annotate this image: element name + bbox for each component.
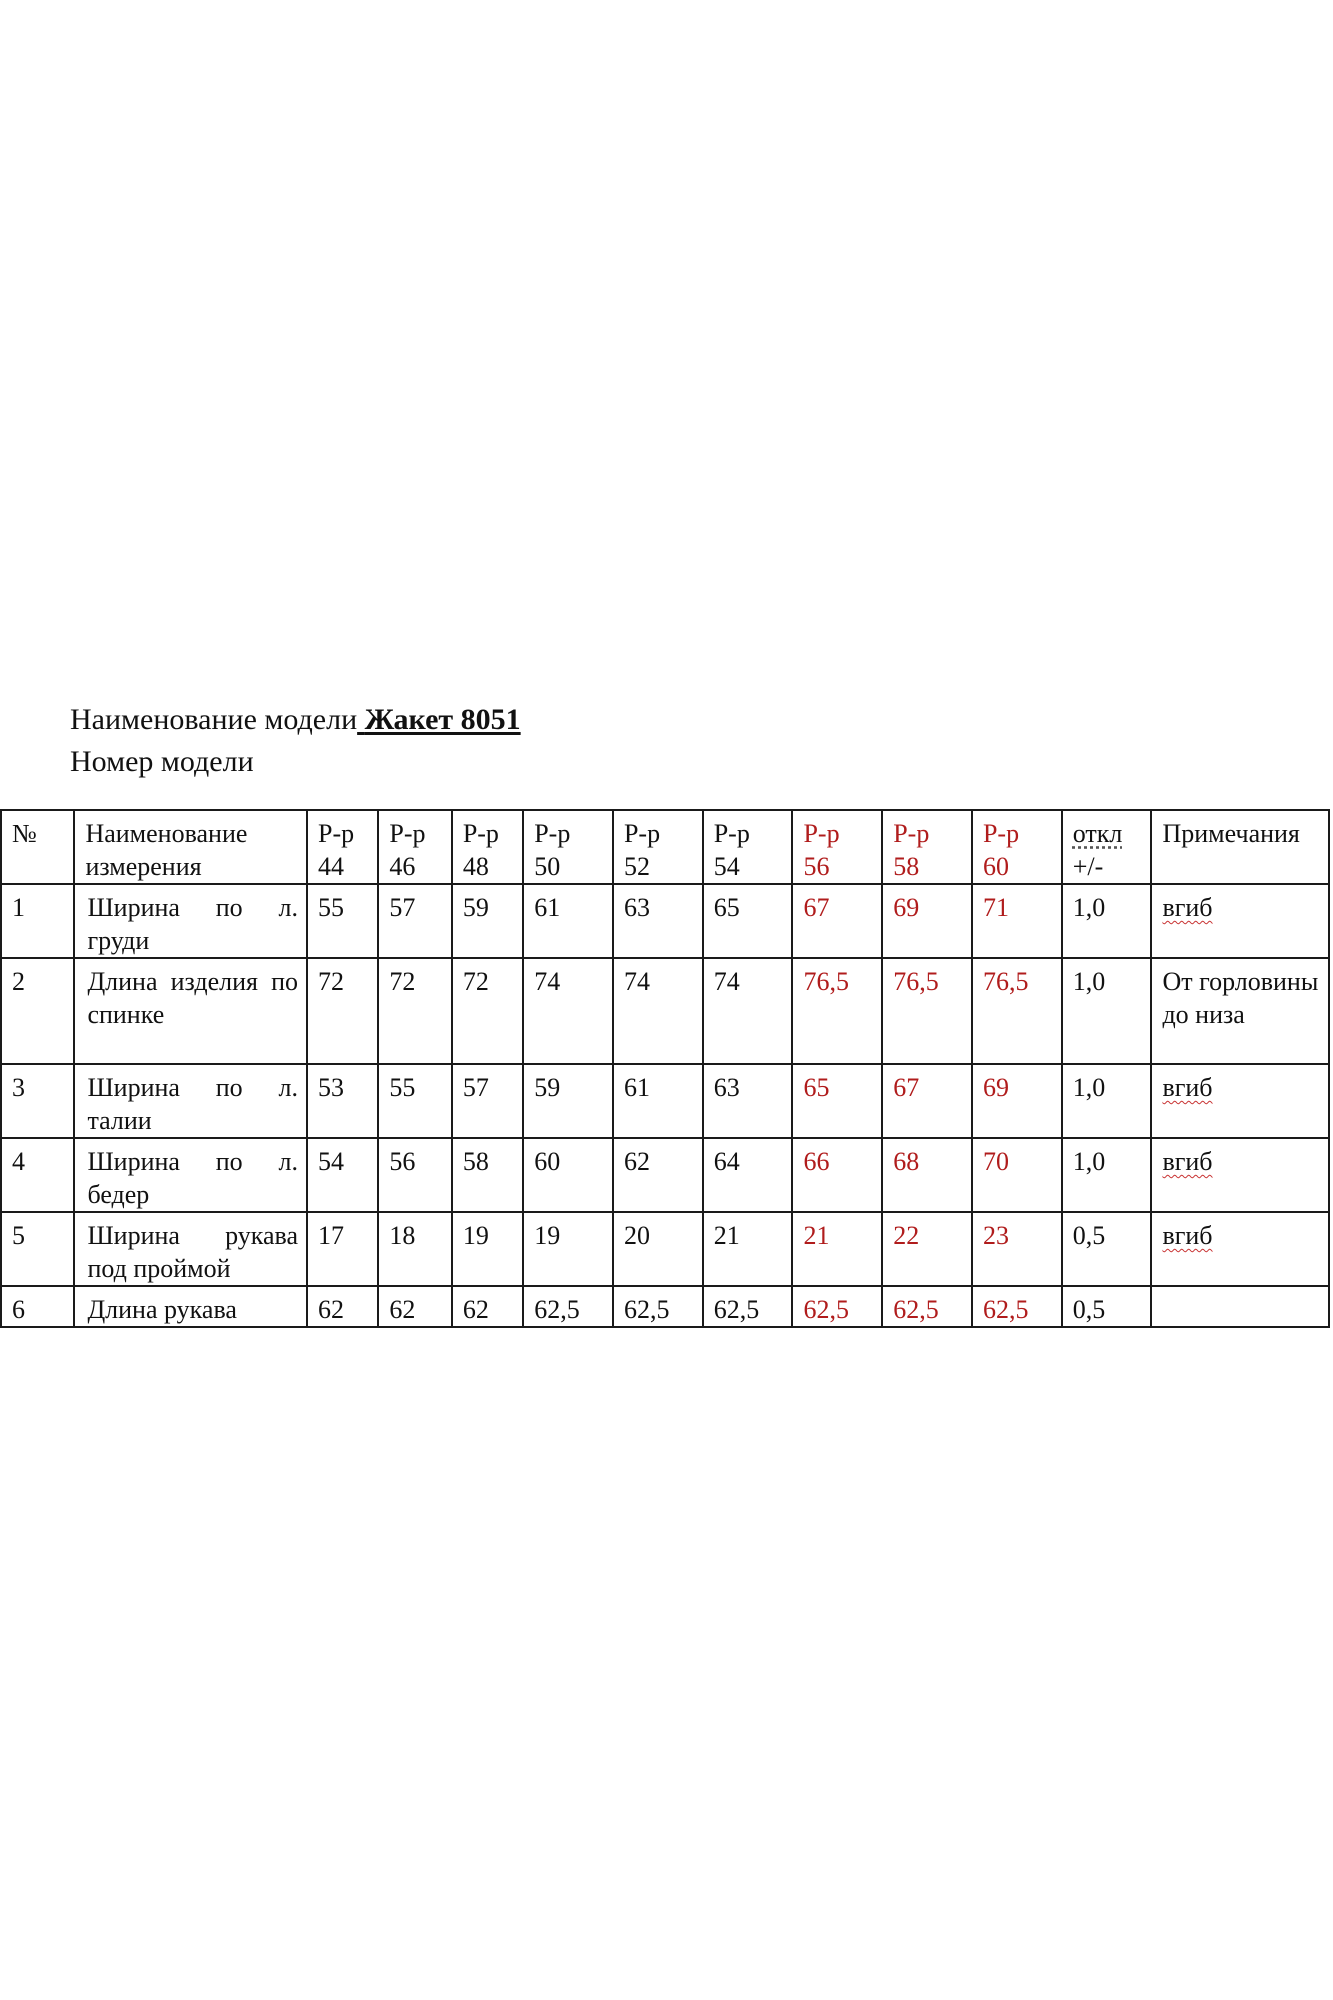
row-num: 1 xyxy=(1,884,74,958)
header-size-58: Р-р 58 xyxy=(882,810,972,884)
row-num: 3 xyxy=(1,1064,74,1138)
cell-size-52: 62 xyxy=(613,1138,703,1212)
header-measure: Наименование измерения xyxy=(74,810,307,884)
cell-size-56: 21 xyxy=(792,1212,882,1286)
cell-size-56: 76,5 xyxy=(792,958,882,1064)
cell-size-46: 56 xyxy=(378,1138,451,1212)
cell-size-60: 71 xyxy=(972,884,1062,958)
header-size-54: Р-р 54 xyxy=(703,810,793,884)
cell-size-52: 20 xyxy=(613,1212,703,1286)
row-measure-name: Ширина рукава под проймой xyxy=(74,1212,307,1286)
cell-size-50: 74 xyxy=(523,958,613,1064)
cell-size-44: 72 xyxy=(307,958,378,1064)
row-measure-name: Ширина по л. груди xyxy=(74,884,307,958)
cell-size-46: 18 xyxy=(378,1212,451,1286)
cell-note: вгиб xyxy=(1151,884,1329,958)
row-num: 2 xyxy=(1,958,74,1064)
cell-size-44: 62 xyxy=(307,1286,378,1327)
cell-size-58: 69 xyxy=(882,884,972,958)
cell-size-58: 67 xyxy=(882,1064,972,1138)
cell-size-54: 64 xyxy=(703,1138,793,1212)
cell-size-60: 62,5 xyxy=(972,1286,1062,1327)
cell-size-60: 23 xyxy=(972,1212,1062,1286)
row-num: 6 xyxy=(1,1286,74,1327)
cell-size-48: 72 xyxy=(452,958,523,1064)
header-size-50: Р-р 50 xyxy=(523,810,613,884)
model-number-label: Номер модели xyxy=(70,745,254,778)
header-tolerance: откл +/- xyxy=(1062,810,1152,884)
cell-tolerance: 1,0 xyxy=(1062,1138,1152,1212)
header-size-52: Р-р 52 xyxy=(613,810,703,884)
table-row xyxy=(1,884,1329,958)
cell-size-54: 65 xyxy=(703,884,793,958)
model-name-line xyxy=(70,702,521,738)
cell-size-44: 53 xyxy=(307,1064,378,1138)
cell-note: вгиб xyxy=(1151,1064,1329,1138)
cell-size-48: 57 xyxy=(452,1064,523,1138)
table-row xyxy=(1,1212,1329,1286)
cell-size-52: 62,5 xyxy=(613,1286,703,1327)
cell-size-54: 63 xyxy=(703,1064,793,1138)
row-measure-name: Ширина по л. талии xyxy=(74,1064,307,1138)
table-row xyxy=(1,1286,1329,1327)
cell-size-54: 74 xyxy=(703,958,793,1064)
model-name-label: Наименование модели xyxy=(70,703,358,736)
header-notes: Примечания xyxy=(1151,810,1329,884)
header-row xyxy=(1,810,1329,884)
cell-size-48: 62 xyxy=(452,1286,523,1327)
cell-size-54: 21 xyxy=(703,1212,793,1286)
row-num: 5 xyxy=(1,1212,74,1286)
header-size-46: Р-р 46 xyxy=(378,810,451,884)
cell-tolerance: 0,5 xyxy=(1062,1286,1152,1327)
table-row xyxy=(1,1138,1329,1212)
cell-size-46: 55 xyxy=(378,1064,451,1138)
header-size-44: Р-р 44 xyxy=(307,810,378,884)
cell-size-60: 70 xyxy=(972,1138,1062,1212)
row-measure-name: Ширина по л. бедер xyxy=(74,1138,307,1212)
cell-size-60: 76,5 xyxy=(972,958,1062,1064)
cell-size-50: 61 xyxy=(523,884,613,958)
cell-size-50: 59 xyxy=(523,1064,613,1138)
cell-size-48: 58 xyxy=(452,1138,523,1212)
row-measure-name: Длина рукава xyxy=(74,1286,307,1327)
cell-size-50: 19 xyxy=(523,1212,613,1286)
cell-tolerance: 1,0 xyxy=(1062,958,1152,1064)
cell-size-52: 74 xyxy=(613,958,703,1064)
cell-size-50: 60 xyxy=(523,1138,613,1212)
row-num: 4 xyxy=(1,1138,74,1212)
cell-size-50: 62,5 xyxy=(523,1286,613,1327)
cell-size-44: 55 xyxy=(307,884,378,958)
header-size-56: Р-р 56 xyxy=(792,810,882,884)
cell-size-44: 54 xyxy=(307,1138,378,1212)
cell-size-48: 59 xyxy=(452,884,523,958)
cell-size-58: 68 xyxy=(882,1138,972,1212)
header-size-60: Р-р 60 xyxy=(972,810,1062,884)
cell-size-56: 66 xyxy=(792,1138,882,1212)
cell-size-48: 19 xyxy=(452,1212,523,1286)
cell-size-46: 72 xyxy=(378,958,451,1064)
cell-size-56: 67 xyxy=(792,884,882,958)
cell-note: От горловины до низа xyxy=(1151,958,1329,1064)
cell-size-58: 76,5 xyxy=(882,958,972,1064)
cell-size-58: 22 xyxy=(882,1212,972,1286)
model-name-value: Жакет 8051 xyxy=(364,703,521,736)
cell-note xyxy=(1151,1286,1329,1327)
cell-size-52: 61 xyxy=(613,1064,703,1138)
cell-size-60: 69 xyxy=(972,1064,1062,1138)
cell-size-56: 65 xyxy=(792,1064,882,1138)
cell-size-58: 62,5 xyxy=(882,1286,972,1327)
row-measure-name: Длина изделия по спинке xyxy=(74,958,307,1064)
table-row xyxy=(1,958,1329,1064)
cell-size-44: 17 xyxy=(307,1212,378,1286)
cell-tolerance: 0,5 xyxy=(1062,1212,1152,1286)
size-chart-table xyxy=(0,809,1330,1328)
table-row xyxy=(1,1064,1329,1138)
header-size-48: Р-р 48 xyxy=(452,810,523,884)
header-num: № xyxy=(1,810,74,884)
model-number-line xyxy=(70,744,254,780)
cell-note: вгиб xyxy=(1151,1212,1329,1286)
cell-tolerance: 1,0 xyxy=(1062,884,1152,958)
cell-size-46: 57 xyxy=(378,884,451,958)
cell-size-52: 63 xyxy=(613,884,703,958)
cell-size-46: 62 xyxy=(378,1286,451,1327)
cell-note: вгиб xyxy=(1151,1138,1329,1212)
cell-size-54: 62,5 xyxy=(703,1286,793,1327)
cell-tolerance: 1,0 xyxy=(1062,1064,1152,1138)
cell-size-56: 62,5 xyxy=(792,1286,882,1327)
